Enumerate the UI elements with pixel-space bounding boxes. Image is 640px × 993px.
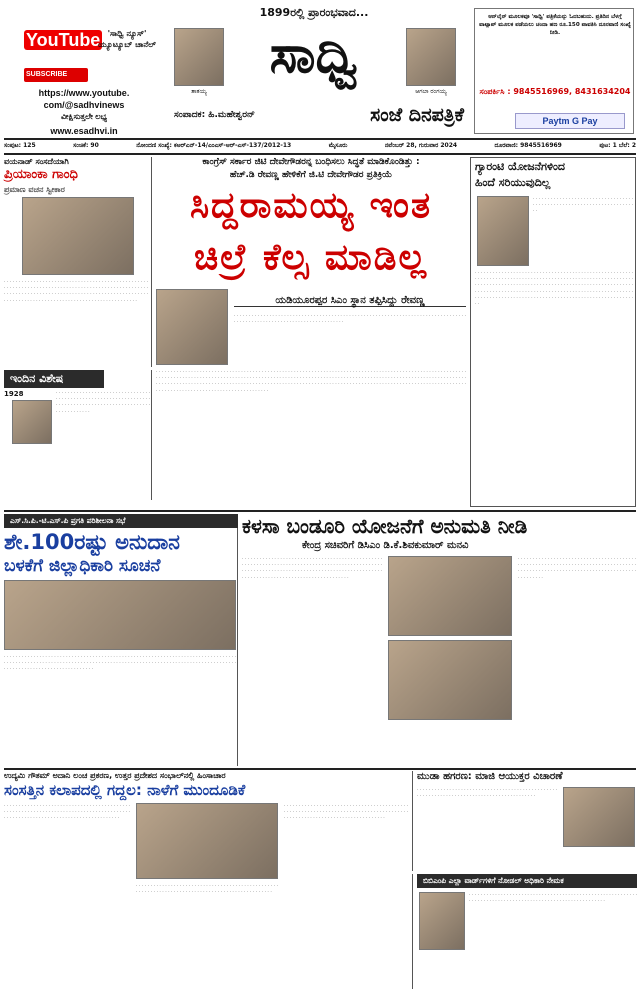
meta-bar: [4, 140, 636, 152]
headline: ಮುಡಾ ಹಗರಣ: ಮಾಜಿ ಆಯುಕ್ತರ ವಿಚಾರಣೆ: [417, 771, 563, 782]
body-text: . . . . . . . . . . . . . . . . . . . . . . . . . . . . . . . . . . . . . . . . . . . . . . . . . . . . . . . . . . . . . . . . . . . . . .: [533, 196, 633, 214]
headline: ಸಂಸತ್ತಿನ ಕಲಾಪದಲ್ಲಿ ಗದ್ದಲ: ನಾಳೆಗೆ ಮುಂದೂಡಿಕೆ: [4, 781, 246, 799]
body-text: . . . . . . . . . . . . . . . . . . . . . . . . . . . . . . . . . . . . . . . . . . . . . . . . . . . . . . . . . . . . . . . . . . . . . . . . . . . . . . . . . . . . . . . . .: [417, 787, 557, 799]
story-guarantee: [470, 157, 636, 507]
registration: ನೋಂದಣಿ ಸಂಖ್ಯೆ: ಕಅರ್‌ಎನ್-14/ಎಂಎಸ್-ಆರ್-ಎಸ್-137/2012-13: [136, 142, 292, 149]
body-text: . . . . . . . . . . . . . . . . . . . . . . . . . . . . . . . . . . . . . . . . . . . . . . . . . . . . . . . . . . . . . . . . . . . . . . . . . . . . . . . . . . . . . . . . . . . . . . . . . . . . . . . . . . . . . . . . . . . . .: [234, 313, 466, 325]
body-text: . . . . . . . . . . . . . . . . . . . . . . . . . . . . . . . . . . . . . . . . . . . . . . . . . . . . . . . . . . . . . . . . . . . . . . . . . . . . . . . . . . . . . . . . . . . . . . . . . . . . . . . . . . . . . . . . . . . . . . . . . . . . . . . . . . . . . . . . . . . . . . . . . . . . . . . . . . . . . . . . . . . . . . . . . . . . . . . . . . . . . . . . . . . . . . . . .: [4, 279, 148, 303]
guarantee-photo: [477, 196, 529, 266]
kicker: ಉದ್ಯಮಿ ಗೌತಮ್ ಅದಾನಿ ಲಂಚ ಪ್ರಕರಣ, ಉತ್ತರ ಪ್ರದೇಶದ ಸಂಭಾಲ್‌ನಲ್ಲಿ ಹಿಂಸಾಚಾರ: [4, 771, 226, 780]
parliament-photo: [136, 803, 278, 879]
lead-story: [156, 157, 466, 507]
meeting-photo: [4, 580, 236, 650]
body-text: . . . . . . . . . . . . . . . . . . . . . . . . . . . . . . . . . . . . . . . . . . . . . . . . . . . . . . . . . . . . . . . . . . . . . . . . . . . . . . . . . . . . . . . . . . . . . . . . . . . . . . . . . . . .: [56, 390, 150, 414]
kalasa-photo-1: [388, 556, 512, 636]
headline-line-1: ಸಿದ್ದರಾಮಯ್ಯ ಇಂತ: [189, 185, 433, 226]
founder-photo-left: [174, 28, 224, 86]
youtube-logo: YouTube: [26, 30, 101, 50]
story-muda: [412, 771, 636, 871]
ad-text: ಆನ್‌ಲೈನ್ ಮೂಲಕವೂ 'ಸಾಧ್ವಿ' ಪತ್ರಿಕೆಯನ್ನು ಓದಬಹುದು. ಪ್ರತಿದಿನ ಬೆಳಗ್ಗೆ ವಾಟ್ಸಾಪ್ ಮೂಲಕ ಪಡೆಯಲು ಚಂದಾ ಹಣ ರೂ.150 ಪಾವತಿಸಿ ದೂರವಾಣಿ ಸಂಖ್ಯೆ ನೀಡಿ.: [479, 14, 631, 36]
headline-line-2: ಚಿಲ್ರೆ ಕೆಲ್ಸ ಮಾಡಿಲ್ಲ: [193, 237, 429, 278]
editor-line: ಸಂಪಾದಕ: ಹಿ.ಮಹೇಶ್ವರನ್: [174, 110, 255, 120]
body-text-2: . . . . . . . . . . . . . . . . . . . . . . . . . . . . . . . . . . . . . . . . . . . . . . . . . . . . . . . . . . . . . . . . . . . . . . . . . . . . . . . . . . . . . . . . . . . . . . . .: [136, 883, 278, 895]
year: 1928: [4, 390, 24, 398]
channel-caption: 'ಸಾಧ್ವಿ ನ್ಯೂಸ್' ಯ್ಯೂಟ್ಯೂಬ್ ಚಾನೆಲ್: [98, 29, 156, 49]
story-kalasa-banduri: [242, 514, 636, 766]
website-link[interactable]: www.esadhvi.in: [50, 126, 118, 136]
special-photo: [12, 400, 52, 444]
kalasa-photo-2: [388, 640, 512, 720]
story-priyanka: [4, 157, 152, 367]
subhead: ಕೇಂದ್ರ ಸಚಿವರಿಗೆ ಡಿಸಿಎಂ ಡಿ.ಕೆ.ಶಿವಕುಮಾರ್ ಮನವಿ: [302, 540, 469, 551]
founder-left-name: ತಾತಯ್ಯ: [191, 88, 207, 95]
headline: ಕಳಸಾ ಬಂಡೂರಿ ಯೋಜನೆಗೆ ಅನುಮತಿ ನೀಡಿ: [242, 514, 528, 538]
story-today-special: [4, 370, 152, 500]
body-text: . . . . . . . . . . . . . . . . . . . . . . . . . . . . . . . . . . . . . . . . . . . . . . . . . . . . . . . . . . . . . . . . . . . . . . . . . . . . . . . . . . . . . . . . . . . . . . . . . . . . . . . . . . . . . . . . . . . . . . . . . . . . . . . . . . . . . . . . . . . . . . . . . . . . . . . . . . . . . . . . . . . . . . . . . . . . . . . . . . . . .: [242, 556, 382, 580]
bbmp-photo: [419, 892, 465, 950]
phone: ದೂರವಾಣಿ: 9845516969: [494, 142, 562, 149]
contact-label: ಸಂಪರ್ಕಿಸಿ : 9845516969, 8431634204: [479, 87, 631, 96]
kicker: ವಯನಾಡ್ ಸಂಸದೆಯಾಗಿ: [4, 157, 69, 166]
founder-photo-right: [406, 28, 456, 86]
city: ಮೈಸೂರು: [328, 142, 348, 149]
body-text: . . . . . . . . . . . . . . . . . . . . . . . . . . . . . . . . . . . . . . . . . . . . . . . . . . . . . . . . . . . . . . . . . . . . . . . . . . . . . . . . . . . . . . . . . . . . . . . . . . . . . . . . . . . . . . . . . . . . . . . . . . . . . .: [4, 803, 130, 821]
headline: ಬಿಬಿಎಂಪಿ ಎಲ್ಲಾ ವಾರ್ಡ್‌ಗಳಿಗೆ ನೋಡಲ್ ಅಧಿಕಾರಿ ನೇಮಕ: [417, 874, 637, 888]
story-bbmp: [412, 874, 636, 989]
founder-right-name: ಆಗಲಾ ರಂಗಯ್ಯ: [415, 88, 447, 95]
top-banner: ಕಾಂಗ್ರೆಸ್ ಸರ್ಕಾರ ಜಿಟಿ ದೇವೇಗೌಡರನ್ನ ಬಂಧಿಸಲು ಸಿದ್ಧತೆ ಮಾಡಿಕೊಂಡಿತ್ತು :: [202, 157, 420, 167]
paper-subtitle: ಸಂಜೆ ದಿನಪತ್ರಿಕೆ: [370, 104, 464, 126]
lead-photo: [156, 289, 228, 365]
visit-note: ವೀಕ್ಷಿಸುತ್ತಲೇ ಲಭ್ಯ: [61, 112, 107, 121]
subhead: ಪ್ರಮಾಣ ವಚನ ಸ್ವೀಕಾರ: [4, 185, 65, 194]
body-text: . . . . . . . . . . . . . . . . . . . . . . . . . . . . . . . . . . . . . . . . . . . . . . . . . . . . . . . . . . . . . . . . . . . . . . . . . . . . . . . . . . . . . . . . . . . . . . . . . . . . . . . . .: [469, 892, 637, 904]
priyanka-photo: [22, 197, 134, 275]
story-scp-tsp: [4, 514, 238, 766]
top-sub: ಹೆಚ್.ಡಿ ರೇವಣ್ಣ ಹೇಳಿಕೆಗೆ ಜಿ.ಟಿ ದೇವೇಗೌಡರ ಪ್ರತಿಕ್ರಿಯೆ: [229, 170, 393, 180]
subscribe-button[interactable]: SUBSCRIBE: [24, 68, 88, 82]
issue: ಸಂಚಿಕೆ: 90: [73, 142, 99, 149]
issue-date: ನವೆಂಬರ್ 28, ಗುರುವಾರ 2024: [384, 142, 458, 149]
body-text-columns: . . . . . . . . . . . . . . . . . . . . . . . . . . . . . . . . . . . . . . . . . . . . . . . . . . . . . . . . . . . . . . . . . . . . . . . . . . . . . . . . . . . . . . . . . . . . . . . . . . . . . . . . . . . . . . . . . . . . . . . . . . . . . . . . . . . . . . . . . . . . . . . . . . . . . . . . . . . . . . . . . . . . . . . . . . . . . . . . . . . . . . . . . . . . . . . . . . . . . . . . . . . . . . . . . . . . . . . . . . . . . . . . . . . . . . . . . . . . . . . . . . . . . . . . . . . . . . . . . . . . . . . . . . . . . . . . . . . . . . . . . . . . . . . . . . . . . . . . . . . . . . . . . . . . . . . . . . . . . . . . . . . . . . . . . . . . . . . . . . . . . . . . . . . . . . . . . . . . .: [156, 369, 466, 393]
subscription-ad: [474, 8, 634, 134]
subhead: ಹಿಂದೆ ಸರಿಯುವುದಿಲ್ಲ: [475, 176, 551, 189]
headline-line-1: ಶೇ.100ರಷ್ಟು ಅನುದಾನ: [4, 530, 180, 554]
body-text-2: . . . . . . . . . . . . . . . . . . . . . . . . . . . . . . . . . . . . . . . . . . . . . . . . . . . . . . . . . . . . . . . . . . . . . . . . . . . . . . . . . . . . . . . . . . . . . . . . . . . . . . . . . . . . . . . . . . . . . . . . . . . . . . . . . . . . . . . . . . . . . . . . . . . . . . . . . . . . . . . . . . . . . . . . . . . . . . . . . . . . . . . . . . . . . . . . . . . . . . . . . . . . . . . . . . . . . . . . . . . . . . . . . . . . . . . . . . . . . . . . . . . . . . . . . . . . . . . . . . . . . . . . . . . . . . . .: [475, 270, 633, 307]
youtube-url-1[interactable]: https://www.youtube.: [38, 88, 130, 98]
headline-line-2: ಬಳಕೆಗೆ ಜಿಲ್ಲಾಧಿಕಾರಿ ಸೂಚನೆ: [4, 556, 161, 576]
masthead: [164, 6, 466, 136]
youtube-url-2[interactable]: com/@sadhvinews: [43, 100, 125, 110]
headline: ಪ್ರಿಯಾಂಕಾ ಗಾಂಧಿ: [4, 167, 78, 182]
subhead: ಯಡಿಯೂರಪ್ಪರ ಸಿಎಂ ಸ್ಥಾನ ತಪ್ಪಿಸಿದ್ದು ರೇವಣ್ಣ: [234, 295, 466, 307]
since-line: 1899ರಲ್ಲಿ ಪ್ರಾರಂಭವಾದ...: [259, 6, 369, 19]
body-text-3: . . . . . . . . . . . . . . . . . . . . . . . . . . . . . . . . . . . . . . . . . . . . . . . . . . . . . . . . . . . . . . . . . . . . . . . . . . . . . . . . . . . . . . . . . . . . . . . . . . . . . . . . . . . . . . . . . . . . . . .: [284, 803, 408, 821]
payment-badge: Paytm G Pay: [515, 113, 625, 129]
price: ಪುಟ: 1 ಬೆಲೆ: 2: [599, 142, 636, 149]
volume: ಸಂಪುಟ: 125: [4, 142, 36, 149]
body-text: . . . . . . . . . . . . . . . . . . . . . . . . . . . . . . . . . . . . . . . . . . . . . . . . . . . . . . . . . . . . . . . . . . . . . . . . . . . . . . . . . . . . . . . . . . . . . . . . . . . . . . . . . . . . . . . . . . . . . . . . . . . . . . . . . . . . . . . . . . . . . . . . . . . . . . . . . . . . . . . . . . . . . . . . . . . . . . . . . . . . . . . . . . . . .: [4, 654, 236, 672]
section-title: ಇಂದಿನ ವಿಶೇಷ: [4, 370, 104, 388]
body-text-2: . . . . . . . . . . . . . . . . . . . . . . . . . . . . . . . . . . . . . . . . . . . . . . . . . . . . . . . . . . . . . . . . . . . . . . . . . . . . . . . . . . . . . . . . . . . . . . . . . . . . . . . . . . . . . . . . . . . . . . . . . . . . . . . . .: [518, 556, 636, 580]
masthead-title: ಸಾಧ್ವಿ: [269, 24, 359, 85]
muda-photo: [563, 787, 635, 847]
kicker: ಎಸ್.ಸಿ.ಪಿ.-ಟಿ.ಎಸ್.ಪಿ ಪ್ರಗತಿ ಪರಿಶೀಲನಾ ಸಭೆ: [4, 514, 238, 528]
story-parliament: [4, 771, 408, 989]
headline: ಗ್ಯಾರಂಟಿ ಯೋಜನೆಗಳಿಂದ: [475, 160, 565, 173]
